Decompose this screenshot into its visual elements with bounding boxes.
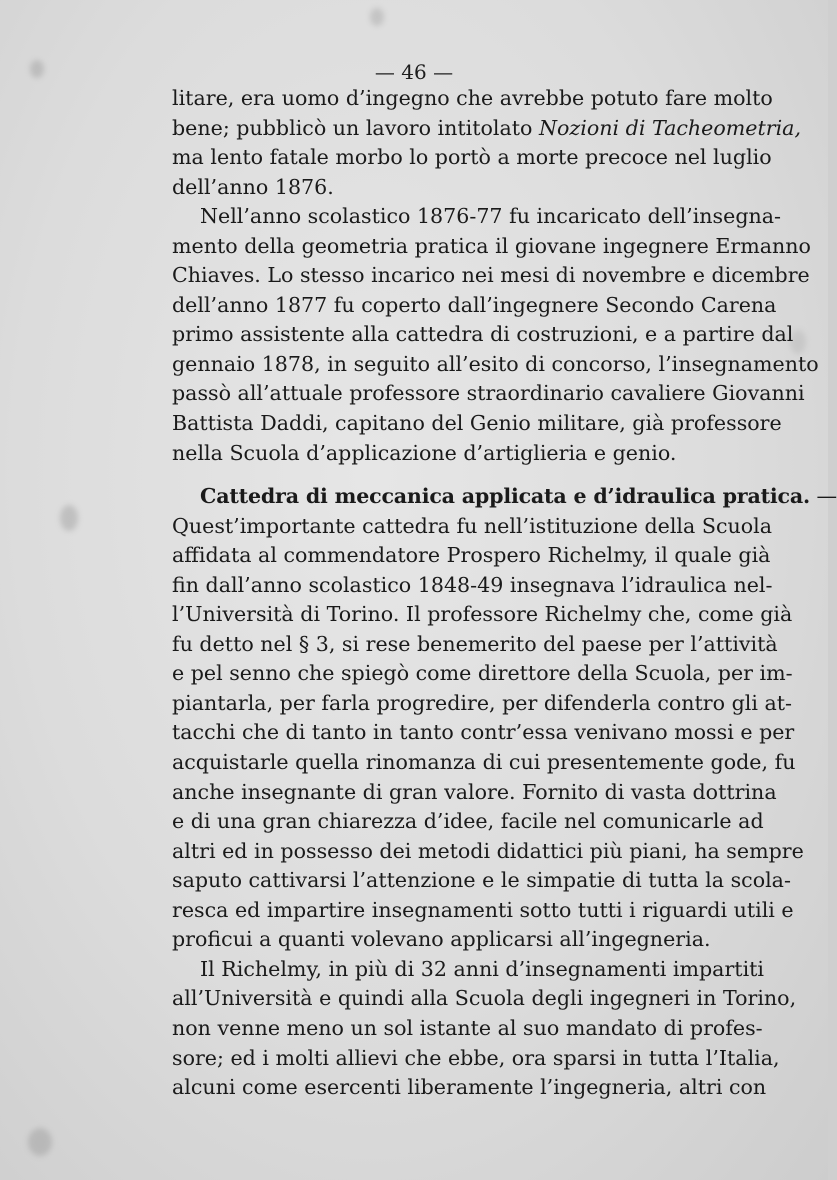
text-line: litare, era uomo d’ingegno che avrebbe potuto fare molto — [172, 86, 773, 110]
text-line: l’Università di Torino. Il professore Richelmy che, come già — [172, 602, 793, 627]
text-line — [172, 114, 802, 144]
text-line: Il Richelmy, in più di 32 anni d’insegnamenti impartiti — [200, 956, 765, 981]
scan-spot — [370, 8, 384, 26]
book-title: Nozioni di Tacheometria, — [539, 115, 802, 140]
text-line: passò all’attuale professore straordinario cavaliere Giovanni — [172, 381, 805, 406]
text-line: mento della geometria pratica il giovane ingegnere Ermanno — [172, 233, 811, 258]
text-line: saputo cattivarsi l’attenzione e le simpatie di tutta la scola- — [172, 868, 791, 893]
text-line: alcuni come esercenti liberamente l’ingegneria, altri con — [172, 1075, 767, 1100]
text-line: non venne meno un sol istante al suo mandato di profes- — [172, 1015, 763, 1040]
heading-dash: — — [810, 484, 837, 509]
text-line: acquistarle quella rinomanza di cui presentemente gode, fu — [172, 750, 796, 775]
page-number: — 46 — — [374, 60, 454, 84]
text-fragment: bene; pubblicò un lavoro intitolato — [172, 115, 539, 140]
section-heading-line — [172, 482, 837, 512]
text-line: gennaio 1878, in seguito all’esito di concorso, l’insegnamento — [172, 351, 819, 376]
text-line: tacchi che di tanto in tanto contr’essa venivano mossi e per — [172, 720, 795, 745]
section-heading: Cattedra di meccanica applicata e d’idraulica pratica. — [200, 484, 810, 509]
text-line: Battista Daddi, capitano del Genio militare, già professore — [172, 411, 782, 436]
text-line: nella Scuola d’applicazione d’artiglieria e genio. — [172, 440, 677, 465]
text-line: e pel senno che spiegò come direttore della Scuola, per im- — [172, 661, 793, 686]
text-line: proficui a quanti volevano applicarsi all’ingegneria. — [172, 927, 711, 952]
text-line: Chiaves. Lo stesso incarico nei mesi di novembre e dicembre — [172, 263, 810, 288]
text-line: all’Università e quindi alla Scuola degli ingegneri in Torino, — [172, 986, 797, 1011]
text-line: sore; ed i molti allievi che ebbe, ora sparsi in tutta l’Italia, — [172, 1045, 780, 1070]
text-line: primo assistente alla cattedra di costruzioni, e a partire dal — [172, 322, 794, 347]
text-line: dell’anno 1876. — [172, 174, 334, 199]
text-line: ma lento fatale morbo lo portò a morte precoce nel luglio — [172, 145, 772, 170]
text-line: piantarla, per farla progredire, per difenderla contro gli at- — [172, 690, 793, 715]
scan-spot — [60, 505, 78, 531]
text-line: fin dall’anno scolastico 1848-49 insegnava l’idraulica nel- — [172, 572, 773, 597]
text-line: altri ed in possesso dei metodi didattici più piani, ha sempre — [172, 838, 804, 863]
text-line: Nell’anno scolastico 1876-77 fu incaricato dell’insegna- — [200, 204, 781, 229]
text-line: anche insegnante di gran valore. Fornito di vasta dottrina — [172, 779, 777, 804]
text-line: affidata al commendatore Prospero Richelmy, il quale già — [172, 543, 771, 568]
text-line: dell’anno 1877 fu coperto dall’ingegnere Secondo Carena — [172, 292, 777, 317]
text-line: Quest’importante cattedra fu nell’istituzione della Scuola — [172, 513, 773, 538]
text-line: fu detto nel § 3, si rese benemerito del paese per l’attività — [172, 631, 778, 656]
text-line: e di una gran chiarezza d’idee, facile nel comunicarle ad — [172, 809, 764, 834]
body-text — [172, 84, 837, 1103]
scan-spot — [28, 1128, 52, 1156]
text-line: resca ed impartire insegnamenti sotto tutti i riguardi utili e — [172, 897, 794, 922]
